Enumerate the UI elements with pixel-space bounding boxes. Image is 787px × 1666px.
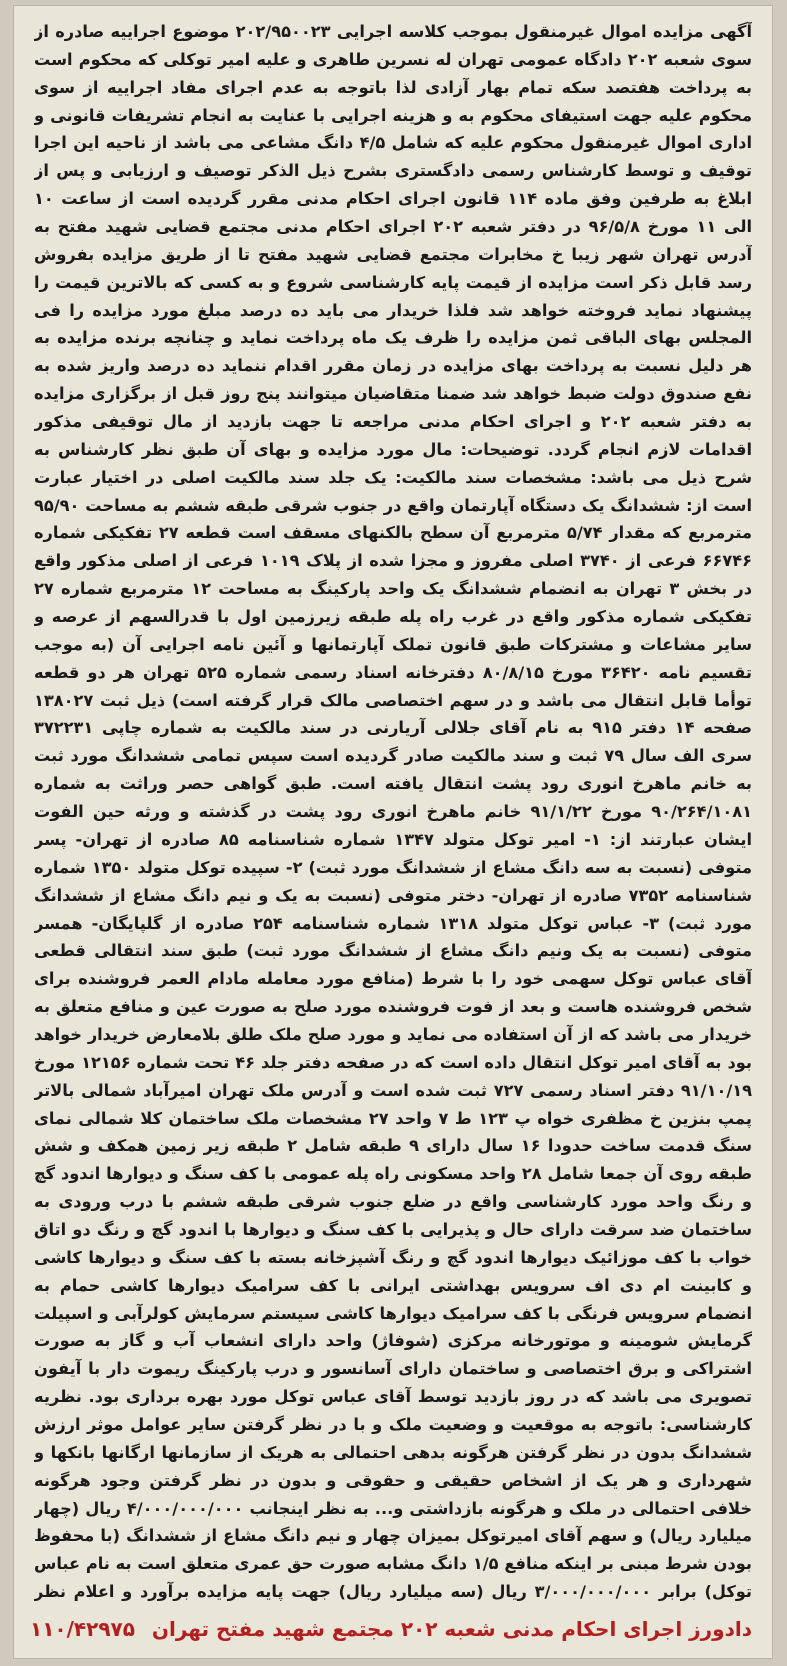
auction-notice-body — [34, 18, 752, 1602]
signature-line: دادورز اجرای احکام مدنی شعبه ۲۰۲ مجتمع شهید مفتح تهران — [151, 1617, 752, 1641]
notice-code: ۱۱۰/۴۲۹۷۵ — [30, 1617, 135, 1641]
notice-footer — [30, 1612, 752, 1646]
newspaper-clipping — [14, 6, 772, 1658]
notice-paragraph: آگهی مزایده اموال غیرمنقول بموجب کلاسه اجرایی ۲۰۲/۹۵۰۰۲۳ موضوع اجراییه صادره از سوی شعبه ۲۰۲ دادگاه عمومی تهران له نسرین طاهری و علیه امیر توکلی که محکوم است به پرداخت هفتصد سکه تمام بهار آزادی لذا باتوجه به عدم اجرای مفاد اجراییه از سوی محکوم علیه جهت استیفای محکوم به و هزینه اجرایی با عنایت به انجام تشریفات قانونی و اداری اموال غیرمنقول محکوم علیه که شامل ۴/۵ دانگ مشاعی می باشد از ناحیه این اجرا توقیف و توسط کارشناس رسمی دادگستری بشرح ذیل الذکر توصیف و ارزیابی و پس از ابلاغ به طرفین وفق ماده ۱۱۴ قانون اجرای احکام مدنی مقرر گردیده است از ساعت ۱۰ الی ۱۱ مورخ ۹۶/۵/۸ در دفتر شعبه ۲۰۲ اجرای احکام مدنی مجتمع قضایی شهید مفتح به آدرس تهران شهر زیبا خ مخابرات مجتمع قضایی شهید مفتح تا از طریق مزایده بفروش رسد قابل ذکر است مزایده از قیمت پایه کارشناسی شروع و به کسی که بالاترین قیمت را پیشنهاد نماید فروخته خواهد شد فلذا خریدار می باید ده درصد مبلغ مورد مزایده را فی المجلس بهای الباقی ثمن مزایده را ظرف یک ماه پرداخت نماید و چنانچه برنده مزایده به هر دلیل نسبت به پرداخت بهای مزایده در زمان مقرر اقدام ننماید ده درصد واریز شده به نفع صندوق دولت ضبط خواهد شد ضمنا متقاضیان میتوانند پنج روز قبل از برگزاری مزایده به دفتر شعبه ۲۰۲ و اجرای احکام مدنی مراجعه تا جهت بازدید از مال توقیفی مذکور اقدامات لازم انجام گردد. توضیحات: مال مورد مزایده و بهای آن طبق نظر کارشناس به شرح ذیل می باشد: مشخصات سند مالکیت: یک جلد سند مالکیت اصلی در اختیار عبارت است از: ششدانگ یک دستگاه آپارتمان واقع در جنوب شرقی طبقه ششم به مساحت ۹۵/۹۰ مترمربع که مقدار ۵/۷۴ مترمربع آن سطح بالکنهای مسقف است قطعه ۲۷ تفکیکی شماره ۶۶۷۴۶ فرعی از ۳۷۴۰ اصلی مفروز و مجزا شده از پلاک ۱۰۱۹ فرعی از اصلی مذکور واقع در بخش ۳ تهران به انضمام ششدانگ یک واحد پارکینگ به مساحت ۱۲ مترمربع شماره ۲۷ تفکیکی شماره مذکور واقع در غرب راه پله طبقه زیرزمین اول با قدرالسهم از عرصه و سایر مشاعات و مشترکات طبق قانون تملک آپارتمانها و آئین نامه اجرایی آن (به موجب تقسیم نامه ۳۶۴۲۰ مورخ ۸۰/۸/۱۵ دفترخانه اسناد رسمی شماره ۵۲۵ تهران هر دو قطعه توأما قابل انتقال می باشد و در سهم اختصاصی مالک قرار گرفته است) ذیل ثبت ۱۳۸۰۲۷ صفحه ۱۴ دفتر ۹۱۵ به نام آقای جلالی آریارنی در سند مالکیت به شماره چاپی ۳۷۲۲۳۱ سری الف سال ۷۹ ثبت و سند مالکیت صادر گردیده است سپس تمامی ششدانگ مورد ثبت به خانم ماهرخ انوری رود پشت انتقال یافته است. طبق گواهی حصر وراثت به شماره ۹۰/۲۶۴/۱۰۸۱ مورخ ۹۱/۱/۲۲ خانم ماهرخ انوری رود پشت در گذشته و ورثه حین الفوت ایشان عبارتند از: ۱- امیر توکل متولد ۱۳۴۷ شماره شناسنامه ۸۵ صادره از تهران- پسر متوفی (نسبت به سه دانگ مشاع از ششدانگ مورد ثبت) ۲- سپیده توکل متولد ۱۳۵۰ شماره شناسنامه ۷۳۵۲ صادره از تهران- دختر متوفی (نسبت به یک و نیم دانگ مشاع از ششدانگ مورد ثبت) ۳- عباس توکل متولد ۱۳۱۸ شماره شناسنامه ۲۵۴ صادره از گلپایگان- همسر متوفی (نسبت به یک ونیم دانگ مشاع از ششدانگ مورد ثبت) طبق سند انتقالی قطعی آقای عباس توکل سهمی خود را با شرط (منافع مورد معامله مادام العمر فروشنده برای شخص فروشنده هاست و بعد از فوت فروشنده مورد صلح به صورت عین و منافع متعلق به خریدار می باشد که از آن استفاده می نماید و مورد صلح ملک طلق بلامعارض خریدار خواهد بود به آقای امیر توکل انتقال داده است که در صفحه دفتر جلد ۴۶ تحت شماره ۱۲۱۵۶ مورخ ۹۱/۱۰/۱۹ دفتر اسناد رسمی ۷۲۷ ثبت شده است و آدرس ملک تهران امیرآباد شمالی بالاتر پمپ بنزین خ مظفری خواه پ ۱۲۳ ط ۷ واحد ۲۷ مشخصات ملک ساختمان کلا شمالی نمای سنگ قدمت ساخت حدودا ۱۶ سال دارای ۹ طبقه شامل ۲ طبقه زیر زمین همکف و شش طبقه روی آن جمعا شامل ۲۸ واحد مسکونی راه پله عمومی با کف سنگ و دیوارها اندود گچ و رنگ واحد مورد کارشناسی واقع در ضلع جنوب شرقی طبقه ششم با درب ورودی به ساختمان ضد سرقت دارای حال و پذیرایی با کف سنگ و دیوارها با اندود گچ و رنگ دو اتاق خواب با کف موزائیک دیوارها اندود گچ و رنگ آشپزخانه بسته با کف سنگ و دیوارها کاشی و کابینت ام دی اف سرویس بهداشتی ایرانی با کف سرامیک دیوارها کاشی حمام به انضمام سرویس فرنگی با کف سرامیک دیوارها کاشی سیستم سرمایش کولرآبی و اسپیلت گرمایش شومینه و موتورخانه مرکزی (شوفاژ) واحد دارای انشعاب آب و گاز به صورت اشتراکی و برق اختصاصی و ساختمان دارای آسانسور و درب پارکینگ ریموت دار با آیفون تصویری می باشد که در روز بازدید توسط آقای عباس توکل مورد بهره برداری بود. نظریه کارشناسی: باتوجه به موقعیت و وضعیت ملک و با در نظر گرفتن سایر عوامل موثر ارزش ششدانگ بدون در نظر گرفتن هرگونه بدهی احتمالی به هریک از سازمانها ارگانها بانکها و شهرداری و هر یک از اشخاص حقیقی و حقوقی و بدون در نظر گرفتن وجود هرگونه خلافی احتمالی در ملک و هرگونه بازداشتی و... به نظر اینجانب ۴/۰۰۰/۰۰۰/۰۰۰ ریال (چهار میلیارد ریال) و سهم آقای امیرتوکل بمیزان چهار و نیم دانگ مشاع از ششدانگ (با محفوظ بودن شرط مبنی بر اینکه منافع ۱/۵ دانگ مشابه صورت حق عمری متعلق است به نام عباس توکل) برابر ۳/۰۰۰/۰۰۰/۰۰۰ ریال (سه میلیارد ریال) جهت پایه مزایده برآورد و اعلام نظر — [34, 22, 752, 1602]
